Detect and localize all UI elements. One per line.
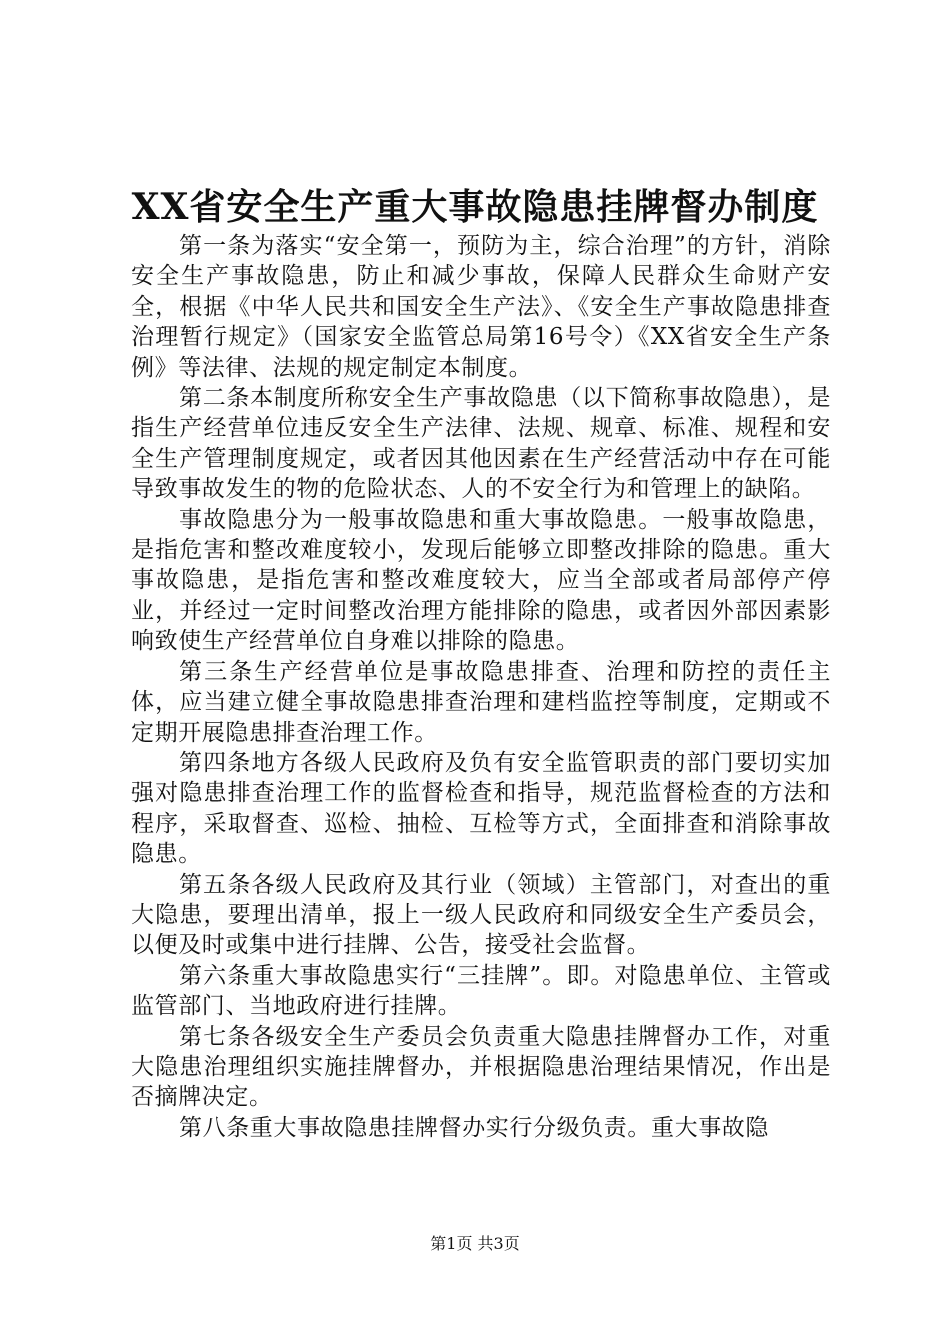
paragraph-article-2: 第二条本制度所称安全生产事故隐患（以下简称事故隐患），是指生产经营单位违反安全生产法律、法规、规章、标准、规程和安全生产管理制度规定，或者因其他因素在生产经营活动中存在可能导致事故发生的物的危险状态、人的不安全行为和管理上的缺陷。 xyxy=(131,385,831,503)
page-footer: 第1页 共3页 xyxy=(430,1234,520,1253)
paragraph-hazard-classification: 事故隐患分为一般事故隐患和重大事故隐患。一般事故隐患，是指危害和整改难度较小，发现后能够立即整改排除的隐患。重大事故隐患，是指危害和整改难度较大，应当全部或者局部停产停业，并经过一定时间整改治理方能排除的隐患，或者因外部因素影响致使生产经营单位自身难以排除的隐患。 xyxy=(131,506,831,655)
paragraph-article-3: 第三条生产经营单位是事故隐患排查、治理和防控的责任主体，应当建立健全事故隐患排查治理和建档监控等制度，定期或不定期开展隐患排查治理工作。 xyxy=(131,658,831,746)
paragraph-article-4: 第四条地方各级人民政府及负有安全监管职责的部门要切实加强对隐患排查治理工作的监督检查和指导，规范监督检查的方法和程序，采取督查、巡检、抽检、互检等方式，全面排查和消除事故隐患。 xyxy=(131,749,831,868)
paragraph-article-1: 第一条为落实“安全第一，预防为主，综合治理”的方针，消除安全生产事故隐患，防止和减少事故，保障人民群众生命财产安全，根据《中华人民共和国安全生产法》、《安全生产事故隐患排查治理暂行规定》（国家安全监管总局第16号令）《XX省安全生产条例》等法律、法规的规定制定本制度。 xyxy=(131,233,831,381)
paragraph-article-6: 第六条重大事故隐患实行“三挂牌”。即。对隐患单位、主管或监管部门、当地政府进行挂牌。 xyxy=(131,962,831,1020)
paragraph-article-5: 第五条各级人民政府及其行业（领域）主管部门，对查出的重大隐患，要理出清单，报上一级人民政府和同级安全生产委员会，以便及时或集中进行挂牌、公告，接受社会监督。 xyxy=(131,871,831,959)
paragraph-article-7: 第七条各级安全生产委员会负责重大隐患挂牌督办工作，对重大隐患治理组织实施挂牌督办，并根据隐患治理结果情况，作出是否摘牌决定。 xyxy=(131,1023,831,1111)
document-body xyxy=(131,231,831,1143)
paragraph-article-8: 第八条重大事故隐患挂牌督办实行分级负责。重大事故隐 xyxy=(179,1114,769,1141)
document-title: XX省安全生产重大事故隐患挂牌督办制度 xyxy=(131,186,819,228)
